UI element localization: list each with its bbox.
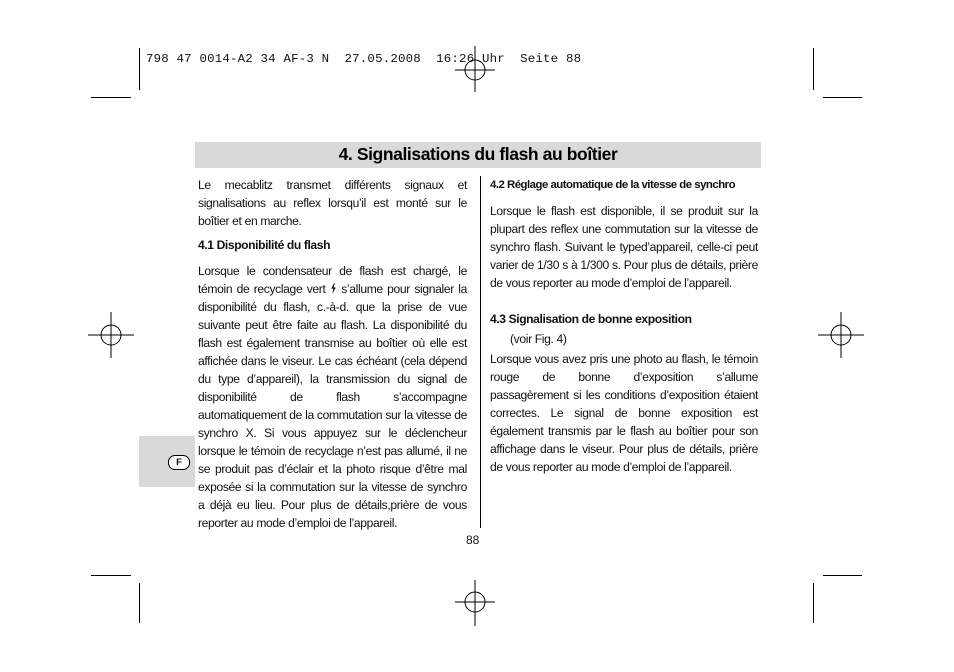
crop-mark (813, 48, 814, 90)
language-tab (139, 436, 195, 487)
section-4-2-heading: 4.2 Réglage automatique de la vitesse de synchro (490, 179, 736, 191)
crop-mark (813, 583, 814, 623)
section-4-3-note: (voir Fig. 4) (510, 332, 567, 346)
crop-mark (823, 575, 862, 576)
right-column (490, 176, 758, 476)
registration-mark-bottom-icon (452, 580, 498, 630)
section-4-1-text-start: Lorsque le condensateur de flash est chargé, le témoin de recyclage vert (198, 264, 467, 296)
section-4-2-paragraph: Lorsque le flash est disponible, il se produit sur la plupart des reflex une commutation sur la vitesse de synchro flash. Suivant le typed’appareil, celle-ci peut varier de 1/30 s à 1/300 s. Pour plus de détails, prière de vous reporter au mode d’emploi de l’appareil. (490, 204, 758, 290)
crop-mark (91, 575, 131, 576)
page-number: 88 (466, 533, 480, 547)
crop-mark (91, 97, 131, 98)
language-badge: F (168, 455, 190, 470)
left-column (198, 176, 467, 532)
flash-ready-icon (330, 283, 337, 294)
section-4-1-paragraph (198, 262, 467, 532)
section-4-1-heading: 4.1 Disponibilité du flash (198, 238, 331, 252)
crop-mark (139, 583, 140, 623)
intro-paragraph: Le mecablitz transmet différents signaux et signalisations au reflex lorsqu’il est monté sur le boîtier et en marche. (198, 178, 467, 228)
print-header: 798 47 0014-A2 34 AF-3 N 27.05.2008 16:26 Uhr Seite 88 (146, 52, 582, 66)
crop-mark (823, 97, 862, 98)
title-bar (195, 142, 761, 168)
section-4-3-paragraph: Lorsque vous avez pris une photo au flash, le témoin rouge de bonne d’exposition s’allume passagèrement si les conditions d’exposition étaient correctes. Le signal de bonne exposition est également transmis par le flash au boîtier pour son affichage dans le viseur. Pour plus de détails, prière de vous reporter au mode d’emploi de l’appareil. (490, 352, 758, 474)
section-4-1-text-end: s’allume pour signaler la disponibilité du flash, c.-à-d. que la prise de vue suivante peut être faite au flash. La disponibilité du flash est également transmise au boîtier où elle est affichée dans le viseur. Le cas échéant (cela dépend du type d’appareil), la transmission du signal de disponibilité de flash s’accompagne automatiquement de la commutation sur la vitesse de synchro X. Si vous appuyez sur le déclencheur lorsque le témoin de recyclage n’est pas allumé, il ne se produit pas d’éclair et la photo risque d’être mal exposée si la commutation sur la vitesse de synchro a déjà eu lieu. Pour plus de détails,prière de vous reporter au mode d’emploi de l’appareil. (198, 282, 467, 530)
section-4-3-heading: 4.3 Signalisation de bonne exposition (490, 312, 692, 326)
registration-mark-right-icon (818, 312, 864, 358)
page-title: 4. Signalisations du flash au boîtier (338, 144, 618, 164)
crop-mark (139, 48, 140, 90)
column-divider (480, 176, 481, 528)
registration-mark-left-icon (88, 312, 134, 358)
